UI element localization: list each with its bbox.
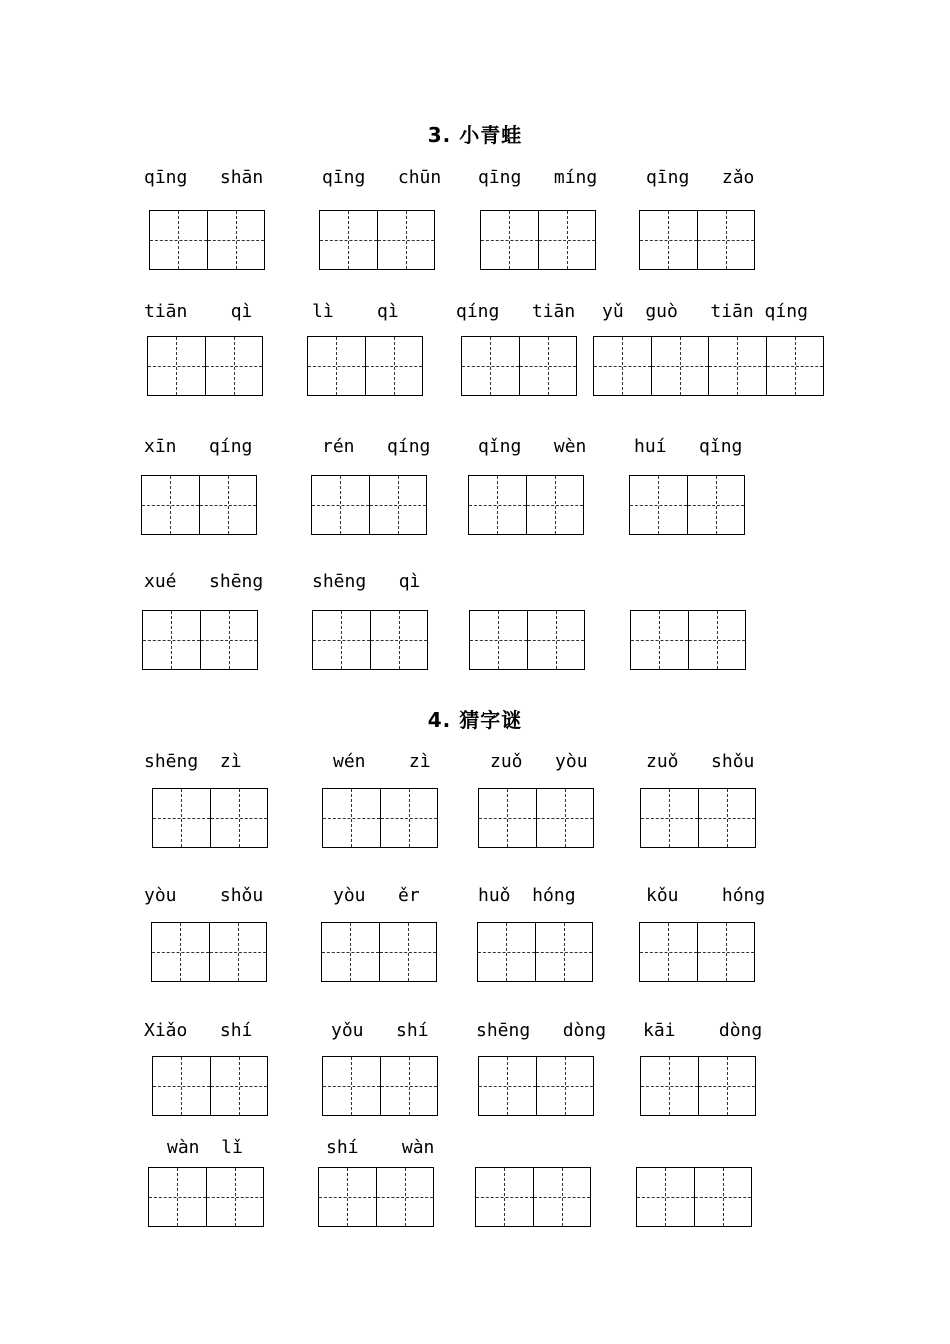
writing-grid[interactable] <box>318 1167 434 1227</box>
writing-grid[interactable] <box>152 1056 268 1116</box>
pinyin-label: yǔ guò tiān qíng <box>602 301 808 322</box>
writing-grid[interactable] <box>321 922 437 982</box>
writing-grid[interactable] <box>636 1167 752 1227</box>
pinyin-label: shēng zì <box>144 751 242 772</box>
writing-grid[interactable] <box>152 788 268 848</box>
writing-grid[interactable] <box>148 1167 264 1227</box>
pinyin-label: qīng shān <box>144 167 264 188</box>
writing-grid[interactable] <box>322 1056 438 1116</box>
writing-grid[interactable] <box>477 922 593 982</box>
writing-grid[interactable] <box>630 610 746 670</box>
pinyin-label: qíng tiān <box>456 301 576 322</box>
pinyin-label: yòu ěr <box>333 885 420 906</box>
section-4-title: 4. 猜字谜 <box>427 708 523 732</box>
writing-grid[interactable] <box>311 475 427 535</box>
writing-grid[interactable] <box>312 610 428 670</box>
writing-grid[interactable] <box>151 922 267 982</box>
writing-grid[interactable] <box>468 475 584 535</box>
pinyin-label: kǒu hóng <box>646 885 766 906</box>
writing-grid[interactable] <box>322 788 438 848</box>
pinyin-label: qīng zǎo <box>646 167 755 188</box>
writing-grid[interactable] <box>629 475 745 535</box>
pinyin-label: zuǒ shǒu <box>646 751 755 772</box>
pinyin-label: lì qì <box>312 301 399 322</box>
writing-grid[interactable] <box>149 210 265 270</box>
writing-grid[interactable] <box>639 922 755 982</box>
pinyin-label: rén qíng <box>322 436 431 457</box>
pinyin-label: shí wàn <box>326 1137 435 1158</box>
pinyin-label: huǒ hóng <box>478 885 576 906</box>
writing-grid[interactable] <box>480 210 596 270</box>
pinyin-label: yǒu shí <box>331 1020 429 1041</box>
writing-grid[interactable] <box>461 336 577 396</box>
pinyin-label: kāi dòng <box>643 1020 763 1041</box>
pinyin-label: qīng chūn <box>322 167 442 188</box>
pinyin-label: shēng dòng <box>476 1020 607 1041</box>
pinyin-label: shēng qì <box>312 571 421 592</box>
writing-grid[interactable] <box>142 610 258 670</box>
pinyin-label: tiān qì <box>144 301 253 322</box>
writing-grid[interactable] <box>319 210 435 270</box>
writing-grid[interactable] <box>469 610 585 670</box>
writing-grid[interactable] <box>478 788 594 848</box>
section-3-title: 3. 小青蛙 <box>427 123 523 147</box>
pinyin-label: qīng míng <box>478 167 598 188</box>
pinyin-label: wàn lǐ <box>167 1137 243 1158</box>
writing-grid[interactable] <box>147 336 263 396</box>
writing-grid[interactable] <box>639 210 755 270</box>
writing-grid[interactable] <box>475 1167 591 1227</box>
writing-grid[interactable] <box>141 475 257 535</box>
pinyin-label: huí qǐng <box>634 436 743 457</box>
pinyin-label: xīn qíng <box>144 436 253 457</box>
pinyin-label: Xiǎo shí <box>144 1020 253 1041</box>
pinyin-label: xué shēng <box>144 571 264 592</box>
writing-grid[interactable] <box>478 1056 594 1116</box>
pinyin-label: zuǒ yòu <box>490 751 588 772</box>
pinyin-label: yòu shǒu <box>144 885 264 906</box>
writing-grid[interactable] <box>307 336 423 396</box>
pinyin-label: wén zì <box>333 751 431 772</box>
writing-grid[interactable] <box>640 1056 756 1116</box>
writing-grid[interactable] <box>640 788 756 848</box>
writing-grid[interactable] <box>593 336 824 396</box>
pinyin-label: qǐng wèn <box>478 436 587 457</box>
